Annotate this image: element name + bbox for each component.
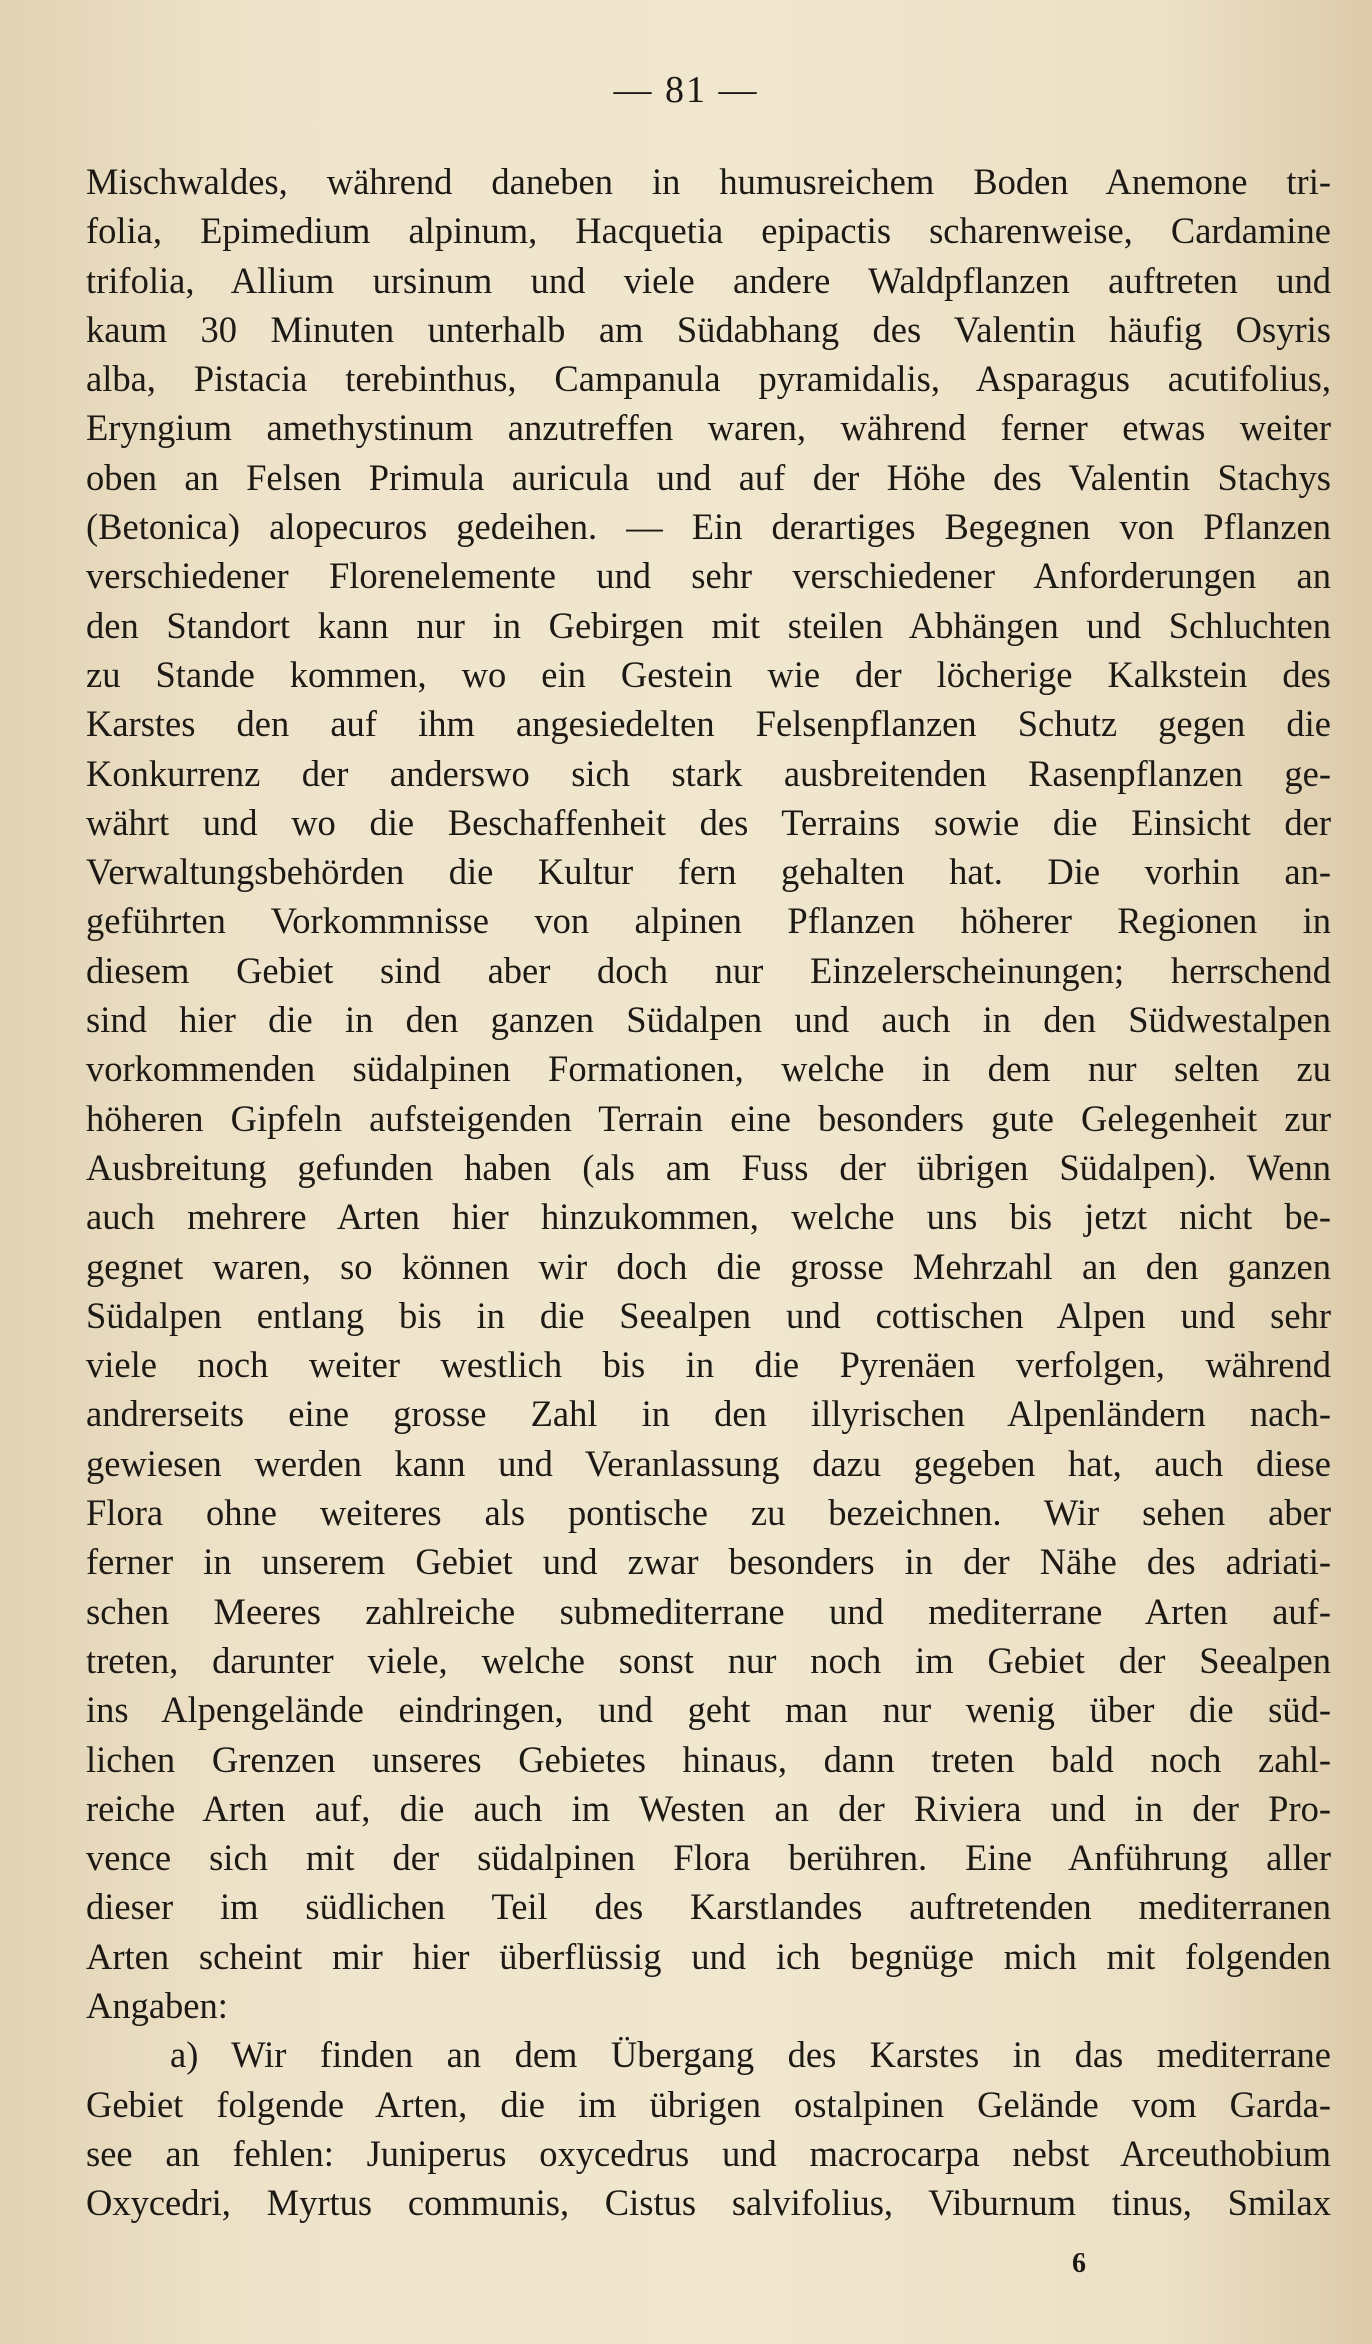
text-line: währt und wo die Beschaffenheit des Terrains sowie die Einsicht der xyxy=(86,801,1331,843)
text-line: Südalpen entlang bis in die Seealpen und cottischen Alpen und sehr xyxy=(86,1294,1331,1336)
text-line: sind hier die in den ganzen Südalpen und auch in den Südwestalpen xyxy=(86,999,1331,1041)
text-line: kaum 30 Minuten unterhalb am Südabhang des Valentin häufig Osyris xyxy=(86,308,1331,350)
text-line: auch mehrere Arten hier hinzukommen, welche uns bis jetzt nicht be- xyxy=(86,1196,1331,1238)
text-line: see an fehlen: Juniperus oxycedrus und macrocarpa nebst Arceuthobium xyxy=(86,2132,1331,2174)
text-line: diesem Gebiet sind aber doch nur Einzelerscheinungen; herrschend xyxy=(86,949,1331,991)
text-line: geführten Vorkommnisse von alpinen Pflanzen höherer Regionen in xyxy=(86,900,1331,942)
signature-mark: 6 xyxy=(1072,2248,1086,2279)
text-line: Arten scheint mir hier überflüssig und ich begnüge mich mit folgenden xyxy=(86,1935,1331,1977)
text-line: reiche Arten auf, die auch im Westen an der Riviera und in der Pro- xyxy=(86,1787,1331,1829)
body-text xyxy=(86,157,1331,2227)
text-line: viele noch weiter westlich bis in die Pyrenäen verfolgen, während xyxy=(86,1344,1331,1386)
text-line: andrerseits eine grosse Zahl in den illyrischen Alpenländern nach- xyxy=(86,1393,1331,1435)
text-line: Flora ohne weiteres als pontische zu bezeichnen. Wir sehen aber xyxy=(86,1492,1331,1534)
text-line: Angaben: xyxy=(86,1984,228,2026)
text-line: Ausbreitung gefunden haben (als am Fuss der übrigen Südalpen). Wenn xyxy=(86,1146,1331,1188)
text-line: vence sich mit der südalpinen Flora berühren. Eine Anführung aller xyxy=(86,1837,1331,1879)
text-line: a) Wir finden an dem Übergang des Karstes in das mediterrane xyxy=(170,2034,1331,2076)
text-line: zu Stande kommen, wo ein Gestein wie der löcherige Kalkstein des xyxy=(86,653,1331,695)
text-line: verschiedener Florenelemente und sehr verschiedener Anforderungen an xyxy=(86,555,1331,597)
text-line: trifolia, Allium ursinum und viele andere Waldpflanzen auftreten und xyxy=(86,259,1331,301)
text-line: schen Meeres zahlreiche submediterrane und mediterrane Arten auf- xyxy=(86,1590,1331,1632)
text-line: oben an Felsen Primula auricula und auf der Höhe des Valentin Stachys xyxy=(86,456,1331,498)
text-line: den Standort kann nur in Gebirgen mit steilen Abhängen und Schluchten xyxy=(86,604,1331,646)
text-line: Verwaltungsbehörden die Kultur fern gehalten hat. Die vorhin an- xyxy=(86,851,1331,893)
page-number-header: — 81 — xyxy=(613,69,759,111)
text-line: gewiesen werden kann und Veranlassung dazu gegeben hat, auch diese xyxy=(86,1442,1331,1484)
text-line: ferner in unserem Gebiet und zwar besonders in der Nähe des adriati- xyxy=(86,1541,1331,1583)
text-line: Oxycedri, Myrtus communis, Cistus salvifolius, Viburnum tinus, Smilax xyxy=(86,2182,1331,2224)
text-line: alba, Pistacia terebinthus, Campanula pyramidalis, Asparagus acutifolius, xyxy=(86,358,1331,400)
text-line: (Betonica) alopecuros gedeihen. — Ein derartiges Begegnen von Pflanzen xyxy=(86,506,1331,548)
text-line: Konkurrenz der anderswo sich stark ausbreitenden Rasenpflanzen ge- xyxy=(86,752,1331,794)
text-line: vorkommenden südalpinen Formationen, welche in dem nur selten zu xyxy=(86,1048,1331,1090)
text-line: Karstes den auf ihm angesiedelten Felsenpflanzen Schutz gegen die xyxy=(86,703,1331,745)
text-line: gegnet waren, so können wir doch die grosse Mehrzahl an den ganzen xyxy=(86,1245,1331,1287)
text-line: Mischwaldes, während daneben in humusreichem Boden Anemone tri- xyxy=(86,161,1331,202)
text-line: höheren Gipfeln aufsteigenden Terrain eine besonders gute Gelegenheit zur xyxy=(86,1097,1331,1139)
text-line: folia, Epimedium alpinum, Hacquetia epipactis scharenweise, Cardamine xyxy=(86,210,1331,252)
text-line: lichen Grenzen unseres Gebietes hinaus, dann treten bald noch zahl- xyxy=(86,1738,1331,1780)
text-line: treten, darunter viele, welche sonst nur noch im Gebiet der Seealpen xyxy=(86,1639,1331,1681)
text-line: Eryngium amethystinum anzutreffen waren, während ferner etwas weiter xyxy=(86,407,1331,449)
text-line: ins Alpengelände eindringen, und geht man nur wenig über die süd- xyxy=(86,1689,1331,1731)
text-line: dieser im südlichen Teil des Karstlandes auftretenden mediterranen xyxy=(86,1886,1331,1928)
text-line: Gebiet folgende Arten, die im übrigen ostalpinen Gelände vom Garda- xyxy=(86,2083,1331,2125)
